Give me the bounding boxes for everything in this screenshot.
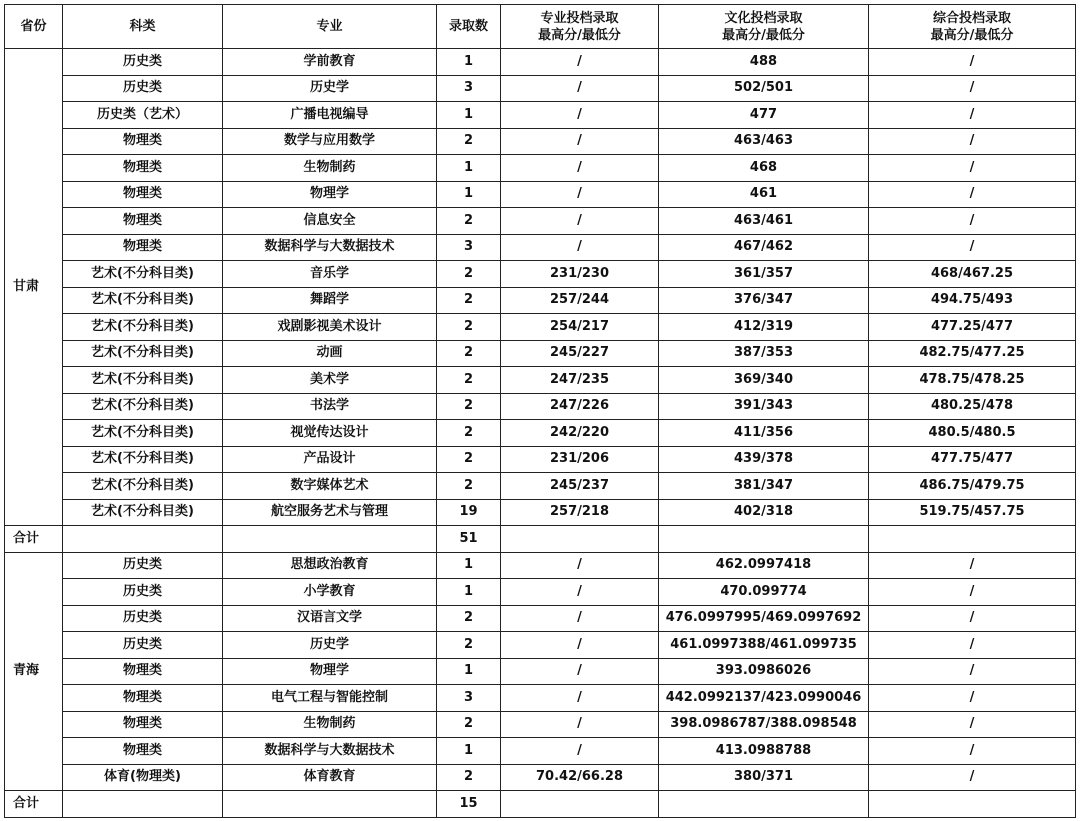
cul-score-cell: 398.0986787/388.098548: [659, 711, 869, 738]
comp-score-cell: 480.5/480.5: [869, 420, 1076, 447]
pro-score-cell: /: [501, 738, 659, 765]
table-row: [5, 473, 1076, 500]
admitted-count-cell: 2: [437, 340, 501, 367]
major-cell: 数学与应用数学: [223, 128, 437, 155]
cul-score-cell: 391/343: [659, 393, 869, 420]
admitted-count-cell: 1: [437, 181, 501, 208]
admitted-count-cell: 1: [437, 102, 501, 129]
cul-score-cell: 461.0997388/461.099735: [659, 632, 869, 659]
cul-score-cell: 462.0997418: [659, 552, 869, 579]
total-empty-cell: [869, 526, 1076, 553]
category-cell: 艺术(不分科目类): [63, 261, 223, 288]
category-cell: 物理类: [63, 155, 223, 182]
pro-score-cell: /: [501, 552, 659, 579]
admitted-count-cell: 2: [437, 446, 501, 473]
header-cul-score-line1: 文化投档录取: [724, 10, 803, 26]
cul-score-cell: 463/463: [659, 128, 869, 155]
admitted-count-cell: 1: [437, 579, 501, 606]
comp-score-cell: 480.25/478: [869, 393, 1076, 420]
table-row: [5, 632, 1076, 659]
category-cell: 历史类: [63, 579, 223, 606]
pro-score-cell: /: [501, 208, 659, 235]
header-cul-score: [659, 5, 869, 49]
admitted-count-cell: 1: [437, 155, 501, 182]
comp-score-cell: /: [869, 632, 1076, 659]
pro-score-cell: 254/217: [501, 314, 659, 341]
comp-score-cell: /: [869, 552, 1076, 579]
cul-score-cell: 376/347: [659, 287, 869, 314]
major-cell: 舞蹈学: [223, 287, 437, 314]
major-cell: 产品设计: [223, 446, 437, 473]
cul-score-cell: 412/319: [659, 314, 869, 341]
table-row: [5, 367, 1076, 394]
table-row: [5, 579, 1076, 606]
pro-score-cell: /: [501, 605, 659, 632]
comp-score-cell: /: [869, 128, 1076, 155]
major-cell: 书法学: [223, 393, 437, 420]
major-cell: 广播电视编导: [223, 102, 437, 129]
pro-score-cell: 257/218: [501, 499, 659, 526]
admitted-count-cell: 1: [437, 552, 501, 579]
header-comp-score-line2: 最高分/最低分: [930, 27, 1014, 43]
category-cell: 历史类: [63, 75, 223, 102]
table-row: [5, 499, 1076, 526]
major-cell: 信息安全: [223, 208, 437, 235]
table-row: [5, 764, 1076, 791]
total-empty-cell: [223, 526, 437, 553]
pro-score-cell: /: [501, 128, 659, 155]
comp-score-cell: 468/467.25: [869, 261, 1076, 288]
pro-score-cell: 70.42/66.28: [501, 764, 659, 791]
cul-score-cell: 402/318: [659, 499, 869, 526]
major-cell: 数字媒体艺术: [223, 473, 437, 500]
total-empty-cell: [501, 526, 659, 553]
major-cell: 物理学: [223, 658, 437, 685]
major-cell: 历史学: [223, 75, 437, 102]
major-cell: 数据科学与大数据技术: [223, 234, 437, 261]
comp-score-cell: /: [869, 208, 1076, 235]
table-row: [5, 155, 1076, 182]
cul-score-cell: 461: [659, 181, 869, 208]
major-cell: 生物制药: [223, 711, 437, 738]
pro-score-cell: /: [501, 181, 659, 208]
table-row: [5, 393, 1076, 420]
cul-score-cell: 470.099774: [659, 579, 869, 606]
total-empty-cell: [659, 526, 869, 553]
table-row: [5, 552, 1076, 579]
table-row: [5, 446, 1076, 473]
major-cell: 生物制药: [223, 155, 437, 182]
comp-score-cell: 477.75/477: [869, 446, 1076, 473]
category-cell: 物理类: [63, 711, 223, 738]
comp-score-cell: 477.25/477: [869, 314, 1076, 341]
total-count-cell: 51: [437, 526, 501, 553]
category-cell: 物理类: [63, 234, 223, 261]
cul-score-cell: 467/462: [659, 234, 869, 261]
admitted-count-cell: 2: [437, 287, 501, 314]
comp-score-cell: 486.75/479.75: [869, 473, 1076, 500]
table-row: [5, 287, 1076, 314]
comp-score-cell: /: [869, 711, 1076, 738]
total-count-cell: 15: [437, 791, 501, 818]
cul-score-cell: 393.0986026: [659, 658, 869, 685]
table-row: [5, 261, 1076, 288]
major-cell: 美术学: [223, 367, 437, 394]
pro-score-cell: /: [501, 234, 659, 261]
table-row: [5, 128, 1076, 155]
cul-score-cell: 411/356: [659, 420, 869, 447]
admitted-count-cell: 2: [437, 711, 501, 738]
pro-score-cell: 242/220: [501, 420, 659, 447]
pro-score-cell: /: [501, 579, 659, 606]
category-cell: 物理类: [63, 738, 223, 765]
header-pro-score-line2: 最高分/最低分: [538, 27, 621, 43]
cul-score-cell: 463/461: [659, 208, 869, 235]
admitted-count-cell: 2: [437, 420, 501, 447]
comp-score-cell: 494.75/493: [869, 287, 1076, 314]
total-empty-cell: [63, 791, 223, 818]
comp-score-cell: 482.75/477.25: [869, 340, 1076, 367]
admitted-count-cell: 2: [437, 605, 501, 632]
table-row: [5, 420, 1076, 447]
category-cell: 艺术(不分科目类): [63, 499, 223, 526]
table-body: [5, 49, 1076, 818]
cul-score-cell: 387/353: [659, 340, 869, 367]
cul-score-cell: 502/501: [659, 75, 869, 102]
category-cell: 体育(物理类): [63, 764, 223, 791]
table-row: [5, 234, 1076, 261]
cul-score-cell: 380/371: [659, 764, 869, 791]
pro-score-cell: 245/237: [501, 473, 659, 500]
pro-score-cell: /: [501, 102, 659, 129]
admitted-count-cell: 3: [437, 75, 501, 102]
admitted-count-cell: 2: [437, 632, 501, 659]
category-cell: 艺术(不分科目类): [63, 287, 223, 314]
admitted-count-cell: 2: [437, 128, 501, 155]
comp-score-cell: /: [869, 181, 1076, 208]
category-cell: 物理类: [63, 685, 223, 712]
cul-score-cell: 361/357: [659, 261, 869, 288]
category-cell: 历史类: [63, 49, 223, 76]
province-cell: 青海: [5, 552, 63, 791]
province-cell: 甘肃: [5, 49, 63, 526]
comp-score-cell: /: [869, 49, 1076, 76]
header-pro-score: [501, 5, 659, 49]
major-cell: 物理学: [223, 181, 437, 208]
admitted-count-cell: 3: [437, 234, 501, 261]
comp-score-cell: /: [869, 605, 1076, 632]
cul-score-cell: 477: [659, 102, 869, 129]
table-row: [5, 711, 1076, 738]
header-cul-score-line2: 最高分/最低分: [722, 27, 805, 43]
table-row: [5, 340, 1076, 367]
admitted-count-cell: 2: [437, 473, 501, 500]
admitted-count-cell: 2: [437, 314, 501, 341]
cul-score-cell: 381/347: [659, 473, 869, 500]
cul-score-cell: 413.0988788: [659, 738, 869, 765]
header-row: [5, 5, 1076, 49]
cul-score-cell: 468: [659, 155, 869, 182]
major-cell: 汉语言文学: [223, 605, 437, 632]
total-empty-cell: [659, 791, 869, 818]
major-cell: 学前教育: [223, 49, 437, 76]
pro-score-cell: 247/235: [501, 367, 659, 394]
comp-score-cell: /: [869, 234, 1076, 261]
admitted-count-cell: 2: [437, 261, 501, 288]
category-cell: 历史类: [63, 632, 223, 659]
total-label-cell: 合计: [5, 791, 63, 818]
total-empty-cell: [223, 791, 437, 818]
admitted-count-cell: 3: [437, 685, 501, 712]
comp-score-cell: /: [869, 685, 1076, 712]
table-row: [5, 658, 1076, 685]
category-cell: 艺术(不分科目类): [63, 473, 223, 500]
category-cell: 物理类: [63, 181, 223, 208]
total-label-cell: 合计: [5, 526, 63, 553]
major-cell: 航空服务艺术与管理: [223, 499, 437, 526]
total-empty-cell: [63, 526, 223, 553]
category-cell: 物理类: [63, 658, 223, 685]
admitted-count-cell: 19: [437, 499, 501, 526]
major-cell: 音乐学: [223, 261, 437, 288]
category-cell: 艺术(不分科目类): [63, 393, 223, 420]
total-empty-cell: [501, 791, 659, 818]
admitted-count-cell: 2: [437, 208, 501, 235]
admitted-count-cell: 2: [437, 764, 501, 791]
pro-score-cell: 245/227: [501, 340, 659, 367]
pro-score-cell: /: [501, 49, 659, 76]
admitted-count-cell: 1: [437, 49, 501, 76]
admitted-count-cell: 1: [437, 658, 501, 685]
comp-score-cell: 519.75/457.75: [869, 499, 1076, 526]
cul-score-cell: 488: [659, 49, 869, 76]
header-pro-score-line1: 专业投档录取: [540, 10, 619, 26]
comp-score-cell: /: [869, 75, 1076, 102]
pro-score-cell: /: [501, 685, 659, 712]
category-cell: 物理类: [63, 208, 223, 235]
major-cell: 动画: [223, 340, 437, 367]
category-cell: 历史类（艺术）: [63, 102, 223, 129]
major-cell: 思想政治教育: [223, 552, 437, 579]
admission-score-table: [4, 4, 1076, 818]
header-comp-score: [869, 5, 1076, 49]
header-comp-score-line1: 综合投档录取: [932, 10, 1011, 26]
table-row: [5, 181, 1076, 208]
total-empty-cell: [869, 791, 1076, 818]
table-row: [5, 102, 1076, 129]
cul-score-cell: 476.0997995/469.0997692: [659, 605, 869, 632]
table-row: [5, 685, 1076, 712]
comp-score-cell: /: [869, 579, 1076, 606]
table-row: [5, 75, 1076, 102]
total-row: [5, 791, 1076, 818]
pro-score-cell: 231/206: [501, 446, 659, 473]
comp-score-cell: /: [869, 658, 1076, 685]
category-cell: 艺术(不分科目类): [63, 340, 223, 367]
header-admitted: 录取数: [437, 5, 501, 49]
admitted-count-cell: 1: [437, 738, 501, 765]
pro-score-cell: /: [501, 155, 659, 182]
cul-score-cell: 439/378: [659, 446, 869, 473]
category-cell: 历史类: [63, 605, 223, 632]
pro-score-cell: 231/230: [501, 261, 659, 288]
table-row: [5, 605, 1076, 632]
admitted-count-cell: 2: [437, 393, 501, 420]
major-cell: 电气工程与智能控制: [223, 685, 437, 712]
major-cell: 历史学: [223, 632, 437, 659]
category-cell: 物理类: [63, 128, 223, 155]
table-row: [5, 208, 1076, 235]
major-cell: 戏剧影视美术设计: [223, 314, 437, 341]
pro-score-cell: /: [501, 711, 659, 738]
pro-score-cell: 247/226: [501, 393, 659, 420]
comp-score-cell: 478.75/478.25: [869, 367, 1076, 394]
category-cell: 艺术(不分科目类): [63, 446, 223, 473]
total-row: [5, 526, 1076, 553]
table-row: [5, 738, 1076, 765]
header-category: 科类: [63, 5, 223, 49]
pro-score-cell: /: [501, 632, 659, 659]
pro-score-cell: 257/244: [501, 287, 659, 314]
pro-score-cell: /: [501, 75, 659, 102]
major-cell: 视觉传达设计: [223, 420, 437, 447]
admitted-count-cell: 2: [437, 367, 501, 394]
table-row: [5, 49, 1076, 76]
header-major: 专业: [223, 5, 437, 49]
comp-score-cell: /: [869, 155, 1076, 182]
pro-score-cell: /: [501, 658, 659, 685]
header-province: 省份: [5, 5, 63, 49]
cul-score-cell: 369/340: [659, 367, 869, 394]
category-cell: 历史类: [63, 552, 223, 579]
major-cell: 体育教育: [223, 764, 437, 791]
comp-score-cell: /: [869, 102, 1076, 129]
cul-score-cell: 442.0992137/423.0990046: [659, 685, 869, 712]
category-cell: 艺术(不分科目类): [63, 314, 223, 341]
category-cell: 艺术(不分科目类): [63, 367, 223, 394]
category-cell: 艺术(不分科目类): [63, 420, 223, 447]
major-cell: 小学教育: [223, 579, 437, 606]
comp-score-cell: /: [869, 738, 1076, 765]
major-cell: 数据科学与大数据技术: [223, 738, 437, 765]
table-row: [5, 314, 1076, 341]
comp-score-cell: /: [869, 764, 1076, 791]
